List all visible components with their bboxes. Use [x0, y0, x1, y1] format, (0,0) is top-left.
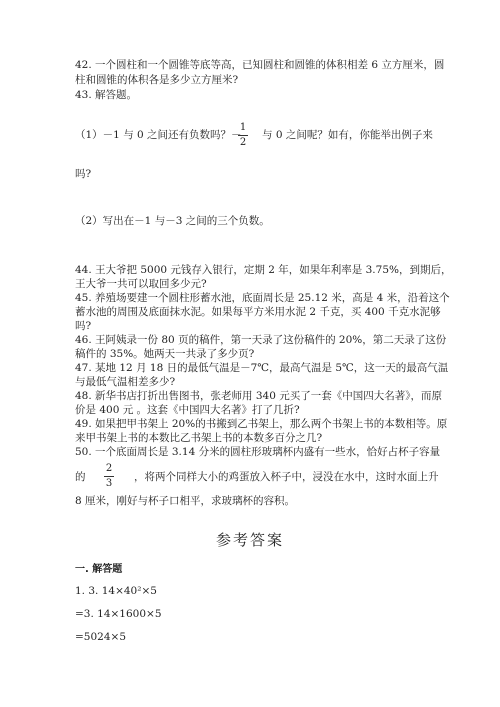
question-42-line-2: 柱和圆锥的体积各是多少立方厘米? — [75, 74, 239, 86]
question-45-line-2: 蓄水池的周围及底面抹水泥。如果每平方米用水泥 2 千克，买 400 千克水泥够 — [75, 306, 441, 318]
question-49-line-1: 49. 如果把甲书架上 20%的书搬到乙书架上，那么两个书架上书的本数相等。原 — [75, 418, 448, 430]
question-50-fraction — [104, 463, 114, 490]
question-43-heading: 43. 解答题。 — [75, 89, 138, 101]
fraction-numerator: 1 — [239, 122, 247, 133]
question-50-part-1: 的 — [75, 471, 86, 483]
question-43-1-fraction — [238, 122, 248, 149]
question-49-line-2: 来甲书架上书的本数比乙书架上书的本数多百分之几? — [75, 432, 323, 444]
question-44-line-1: 44. 王大爷把 5000 元钱存入银行，定期 2 年，如果年利率是 3.75%，到期后， — [75, 264, 452, 276]
answer-1-line-2: =3. 14×1600×5 — [75, 608, 162, 620]
question-45-line-3: 吗? — [75, 320, 92, 332]
question-43-1-part-1: （1）－1 与 0 之间还有负数吗？－ — [75, 129, 242, 141]
question-44-line-2: 王大爷一共可以取回多少元? — [75, 278, 207, 290]
question-48-line-1: 48. 新华书店打折出售图书，张老师用 340 元买了一套《中国四大名著》，而原 — [75, 390, 443, 402]
question-47-line-1: 47. 某地 12 月 18 日的最低气温是－7℃，最高气温是 5℃，这一天的最高气温 — [75, 362, 449, 374]
question-46-line-2: 稿件的 35%。她两天一共录了多少页? — [75, 348, 255, 360]
question-48-line-2: 价是 400 元 。这套《中国四大名著》打了几折? — [75, 404, 300, 416]
answer-1-line-3: =5024×5 — [75, 631, 126, 643]
fraction-denominator: 3 — [105, 478, 113, 489]
question-50-part-2: ，将两个同样大小的鸡蛋放入杯子中，浸没在水中，这时水面上升 — [134, 471, 439, 483]
question-45-line-1: 45. 养殖场要建一个圆柱形蓄水池，底面周长是 25.12 米，高是 4 米，沿着这个 — [75, 292, 450, 304]
answers-section-heading: 一. 解答题 — [75, 564, 123, 575]
question-43-2: （2）写出在－1 与－3 之间的三个负数。 — [75, 215, 270, 227]
question-46-line-1: 46. 王阿姨录一份 80 页的稿件，第一天录了这份稿件的 20%，第二天录了这份 — [75, 334, 447, 346]
question-43-1-part-2: 与 0 之间呢？如有，你能举出例子来 — [262, 129, 433, 141]
question-42-line-1: 42. 一个圆柱和一个圆锥等底等高，已知圆柱和圆锥的体积相差 6 立方厘米，圆 — [75, 59, 445, 71]
question-50-line-3: 8 厘米，刚好与杯子口相平，求玻璃杯的容积。 — [75, 495, 296, 507]
question-43-1-part-3: 吗? — [75, 168, 92, 180]
fraction-numerator: 2 — [105, 463, 113, 474]
question-47-line-2: 与最低气温相差多少? — [75, 376, 176, 388]
answers-title: 参考答案 — [215, 531, 284, 549]
fraction-denominator: 2 — [239, 137, 247, 148]
question-50-line-1: 50. 一个底面周长是 3.14 分米的圆柱形玻璃杯内盛有一些水，恰好占杯子容量 — [75, 446, 441, 458]
answer-1-line-1: 1. 3. 14×40²×5 — [75, 585, 157, 597]
